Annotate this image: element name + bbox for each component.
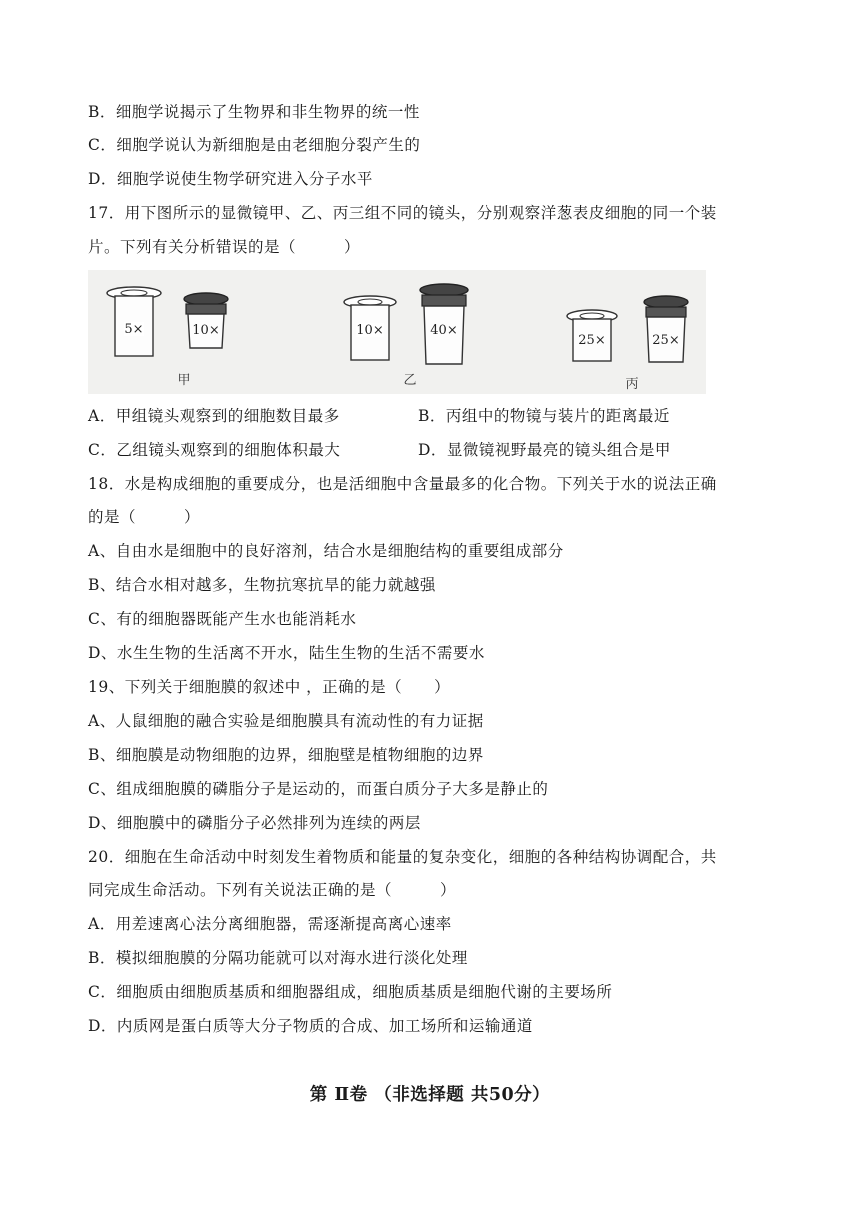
objective-magnification: 40× [430,323,458,338]
q19-option-b: B、细胞膜是动物细胞的边界，细胞壁是植物细胞的边界 [88,746,484,764]
q16-option-d: D．细胞学说使生物学研究进入分子水平 [88,170,373,188]
eyepiece-magnification: 5× [124,322,144,337]
objective-magnification: 10× [192,323,220,338]
q20-stem-line1: 20．细胞在生命活动中时刻发生着物质和能量的复杂变化，细胞的各种结构协调配合，共 [88,848,717,866]
q17-option-c: C．乙组镜头观察到的细胞体积最大 [88,441,341,459]
group-label: 乙 [403,373,417,388]
q20-stem-line2: 同完成生命活动。下列有关说法正确的是（ ） [88,881,457,899]
q20-option-a: A．用差速离心法分离细胞器，需逐渐提高离心速率 [88,915,452,933]
q19-option-c: C、组成细胞膜的磷脂分子是运动的，而蛋白质分子大多是静止的 [88,780,549,798]
q17-option-b: B．丙组中的物镜与装片的距离最近 [418,407,670,425]
section-2-title: 第 Ⅱ卷 （非选择题 共50分） [309,1085,551,1105]
objective-lens [644,296,688,362]
q18-option-a: A、自由水是细胞中的良好溶剂，结合水是细胞结构的重要组成部分 [88,542,564,560]
q20-option-c: C．细胞质由细胞质基质和细胞器组成，细胞质基质是细胞代谢的主要场所 [88,983,613,1001]
q19-stem: 19、下列关于细胞膜的叙述中 ，正确的是（ ） [88,678,451,696]
eyepiece-magnification: 10× [356,323,384,338]
q18-stem-line2: 的是（ ） [88,508,201,526]
q17-stem-line1: 17．用下图所示的显微镜甲、乙、丙三组不同的镜头，分别观察洋葱表皮细胞的同一个装 [88,204,717,222]
eyepiece-magnification: 25× [578,333,606,348]
lens-group-yi [344,284,468,388]
q16-option-b: B．细胞学说揭示了生物界和非生物界的统一性 [88,103,420,121]
q19-option-d: D、细胞膜中的磷脂分子必然排列为连续的两层 [88,814,421,832]
group-label: 丙 [625,377,639,392]
q20-option-b: B．模拟细胞膜的分隔功能就可以对海水进行淡化处理 [88,949,468,967]
q18-option-b: B、结合水相对越多，生物抗寒抗旱的能力就越强 [88,576,436,594]
lens-group-bing [567,296,688,392]
q18-stem-line1: 18．水是构成细胞的重要成分，也是活细胞中含量最多的化合物。下列关于水的说法正确 [88,475,717,493]
q17-option-a: A．甲组镜头观察到的细胞数目最多 [88,407,340,425]
objective-lens [420,284,468,364]
group-label: 甲 [177,373,191,388]
objective-lens [184,293,228,348]
q17-stem-line2: 片。下列有关分析错误的是（ ） [88,238,361,256]
eyepiece-lens [107,287,161,356]
lens-group-jia [107,287,228,388]
q20-option-d: D．内质网是蛋白质等大分子物质的合成、加工场所和运输通道 [88,1017,533,1035]
objective-magnification: 25× [652,333,680,348]
q18-option-d: D、水生生物的生活离不开水，陆生生物的生活不需要水 [88,644,485,662]
q17-option-d: D．显微镜视野最亮的镜头组合是甲 [418,441,671,459]
q18-option-c: C、有的细胞器既能产生水也能消耗水 [88,610,357,628]
eyepiece-lens [567,310,617,361]
q16-option-c: C．细胞学说认为新细胞是由老细胞分裂产生的 [88,136,421,154]
microscope-lens-figure [88,270,706,394]
eyepiece-lens [344,296,396,360]
q19-option-a: A、人鼠细胞的融合实验是细胞膜具有流动性的有力证据 [88,712,484,730]
